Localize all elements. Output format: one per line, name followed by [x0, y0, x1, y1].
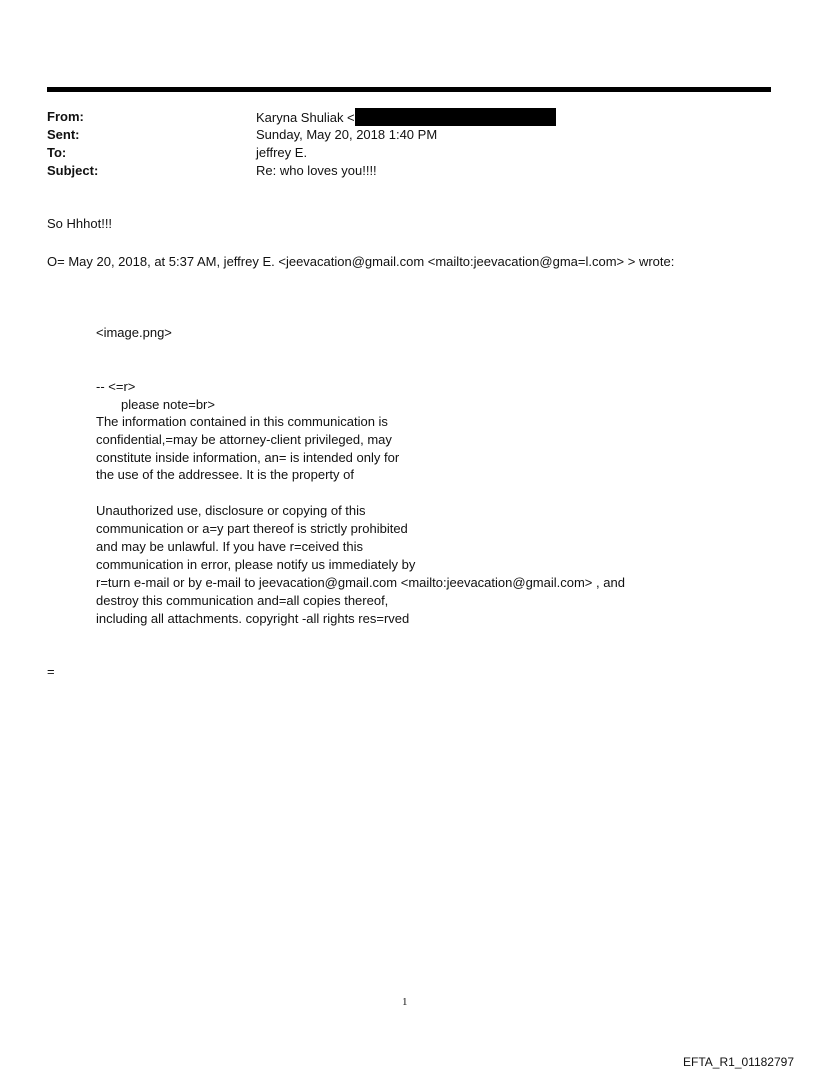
- signature-note: please note=br>: [121, 397, 215, 412]
- sent-value: Sunday, May 20, 2018 1:40 PM: [256, 127, 438, 142]
- disclaimer-line: including all attachments. copyright -all rights res=rved: [96, 611, 410, 626]
- disclaimer-line: communication in error, please notify us immediately by: [96, 557, 416, 572]
- from-name: Karyna Shuliak <: [256, 110, 355, 125]
- disclaimer-line: destroy this communication and=all copies thereof,: [96, 593, 389, 608]
- header-rule: [47, 87, 771, 92]
- quote-intro: O= May 20, 2018, at 5:37 AM, jeffrey E. <jeevacation@gmail.com <mailto:jeevacation@gma=l.com> > wrote:: [47, 254, 675, 269]
- disclaimer-line: constitute inside information, an= is intended only for: [96, 450, 400, 465]
- disclaimer-line: Unauthorized use, disclosure or copying of this: [96, 503, 366, 518]
- disclaimer-line: the use of the addressee. It is the property of: [96, 467, 354, 482]
- subject-value: Re: who loves you!!!!: [256, 163, 377, 178]
- page-number: 1: [402, 996, 408, 1008]
- to-value: jeffrey E.: [256, 145, 308, 160]
- redaction-block: [355, 108, 556, 126]
- disclaimer-line: and may be unlawful. If you have r=ceived this: [96, 539, 364, 554]
- disclaimer-line: The information contained in this communication is: [96, 414, 388, 429]
- to-label: To:: [47, 145, 67, 160]
- disclaimer-line: communication or a=y part thereof is strictly prohibited: [96, 521, 408, 536]
- document-id: EFTA_R1_01182797: [683, 1055, 794, 1069]
- from-label: From:: [47, 109, 84, 124]
- trailing-equals: =: [47, 664, 55, 679]
- greeting: So Hhhot!!!: [47, 216, 113, 231]
- signature-dash: -- <=r>: [96, 379, 136, 394]
- disclaimer-line: r=turn e-mail or by e-mail to jeevacation@gmail.com <mailto:jeevacation@gmail.com> , and: [96, 575, 625, 590]
- attachment-placeholder: <image.png>: [96, 325, 172, 340]
- subject-label: Subject:: [47, 163, 99, 178]
- sent-label: Sent:: [47, 127, 80, 142]
- from-value: [256, 108, 556, 127]
- disclaimer-line: confidential,=may be attorney-client privileged, may: [96, 432, 392, 447]
